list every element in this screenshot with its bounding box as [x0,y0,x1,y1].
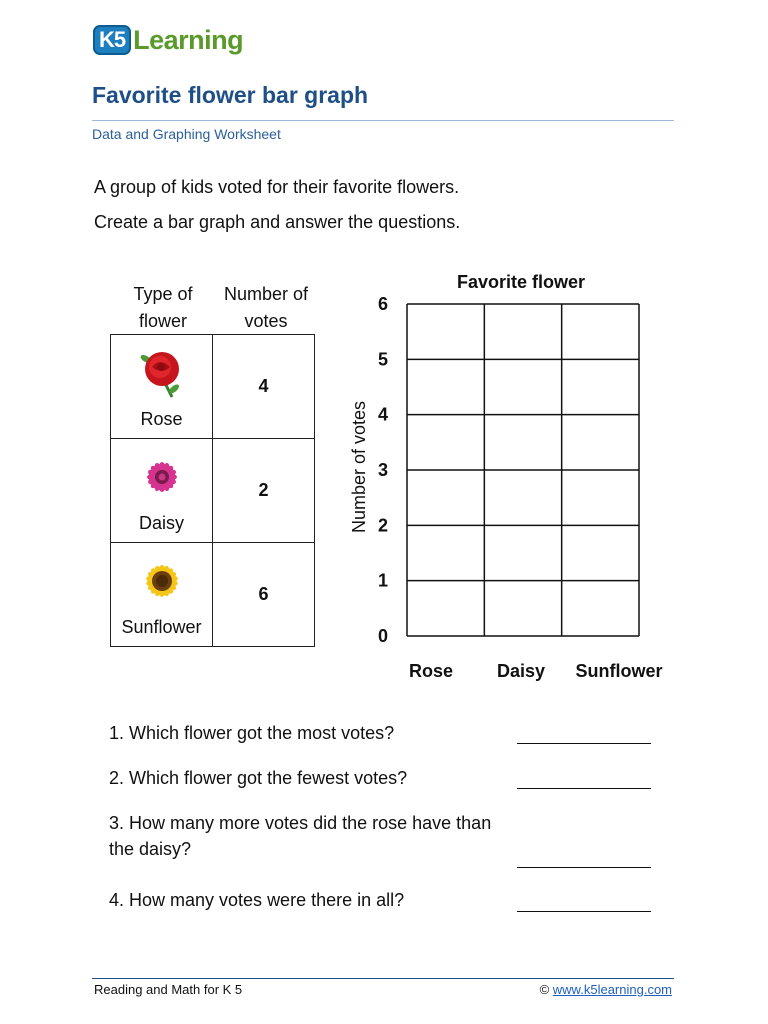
sunflower-icon [134,553,190,609]
chart-y-tick-label: 2 [377,515,389,536]
chart-x-ticks [409,661,663,681]
page-subtitle: Data and Graphing Worksheet [92,126,281,142]
chart-x-tick-label: Sunflower [575,661,663,681]
copyright-symbol: © [539,982,550,997]
daisy-icon [134,449,190,505]
logo-text: Learning [133,24,244,55]
chart-y-tick-label: 1 [377,570,389,591]
table-header-votes: Number of votes [223,284,309,331]
chart-y-axis-label: Number of votes [349,400,369,534]
chart-y-tick-label: 6 [377,294,389,314]
k5-learning-logo [93,20,243,60]
chart-y-tick-label: 3 [377,460,389,480]
question-2: 2. Which flower got the fewest votes? [109,768,408,788]
question-1: 1. Which flower got the most votes? [109,723,395,743]
flower-name: Sunflower [121,617,202,637]
question-4: 4. How many votes were there in all? [109,890,405,910]
table-row [111,335,315,439]
chart-y-ticks [378,294,388,646]
table-header-type: Type of flower [133,284,193,331]
chart-y-tick-label: 5 [377,349,389,370]
chart-y-tick-label: 0 [377,626,389,646]
header-divider [92,120,674,121]
chart-title: Favorite flower [456,272,586,292]
flower-name: Daisy [138,513,184,533]
footer-tagline: Reading and Math for K 5 [94,982,243,997]
chart-x-tick-label: Rose [408,661,454,681]
intro-line-2: Create a bar graph and answer the questions. [94,212,461,232]
bar-chart [330,262,675,687]
answer-line-4[interactable] [517,910,651,912]
votes-table [110,334,315,647]
votes-cell: 2 [213,439,315,543]
table-row [111,439,315,543]
footer-divider [92,978,674,979]
rose-icon [134,345,190,401]
answer-line-3[interactable] [517,866,651,868]
flower-cell [111,335,213,439]
answer-line-1[interactable] [517,742,651,744]
chart-x-tick-label: Daisy [496,661,546,681]
votes-cell: 4 [213,335,315,439]
chart-y-tick-label: 4 [377,404,389,425]
flower-name: Rose [140,409,183,429]
votes-cell: 6 [213,543,315,647]
intro-line-1: A group of kids voted for their favorite flowers. [94,177,460,197]
table-row [111,543,315,647]
logo-badge: K5 [93,25,131,55]
chart-grid [407,304,639,636]
flower-cell [111,543,213,647]
flower-cell [111,439,213,543]
footer-copyright [540,982,672,997]
answer-line-2[interactable] [517,787,651,789]
page-title: Favorite flower bar graph [92,82,369,108]
footer-link[interactable]: www.k5learning.com [552,982,672,997]
question-3: 3. How many more votes did the rose have than the daisy? [109,813,492,859]
